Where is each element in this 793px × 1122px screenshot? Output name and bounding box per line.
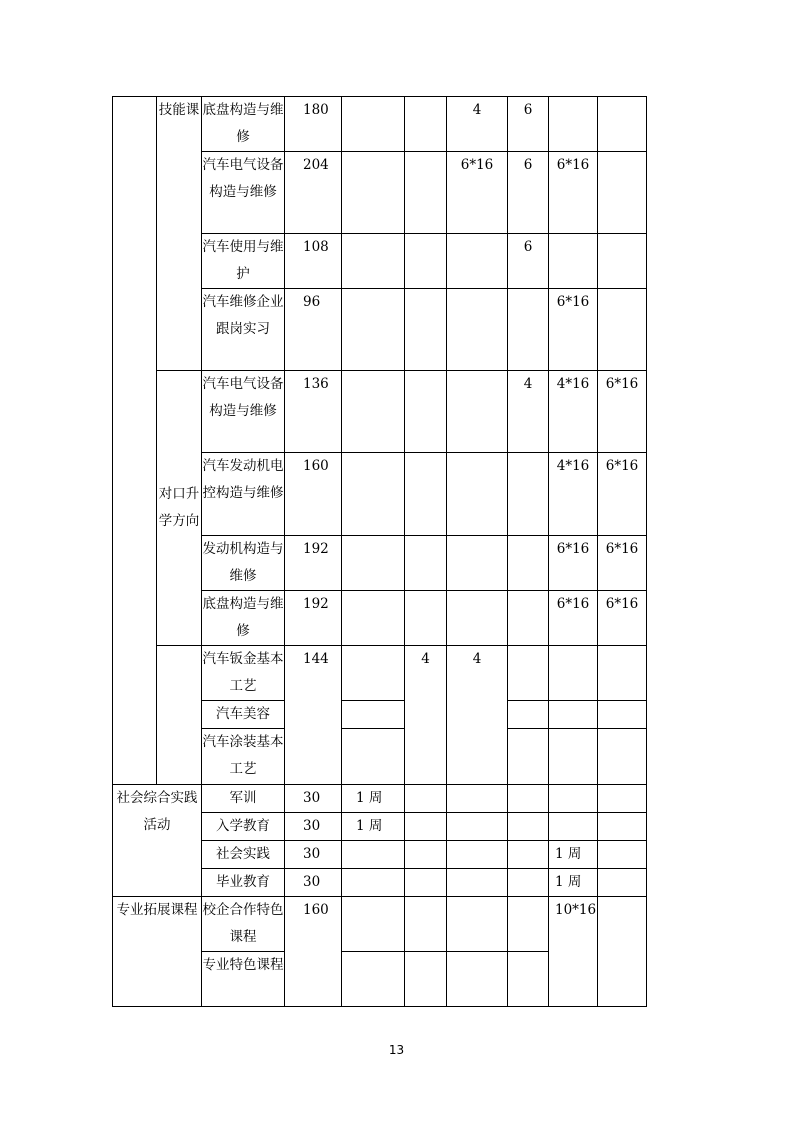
- semester-4-cell: 4: [508, 371, 549, 453]
- semester-6-cell: [598, 152, 647, 234]
- semester-5-cell: [549, 97, 598, 152]
- semester-2-cell: [405, 869, 447, 897]
- semester-2-cell: [405, 536, 447, 591]
- semester-1-cell: [342, 591, 405, 646]
- semester-2-cell: [405, 234, 447, 289]
- course-name-cell: 发动机构造与维修: [202, 536, 285, 591]
- semester-6-cell: [598, 841, 647, 869]
- category-cell: 专业拓展课程: [113, 897, 202, 1007]
- semester-1-cell: [342, 234, 405, 289]
- semester-2-cell: [405, 952, 447, 1007]
- semester-3-cell: [447, 536, 508, 591]
- semester-3-cell: [447, 453, 508, 536]
- course-name-cell: 汽车美容: [202, 701, 285, 729]
- semester-4-cell: [508, 897, 549, 952]
- semester-6-cell: 6*16: [598, 371, 647, 453]
- course-name-cell: 汽车发动机电控构造与维修: [202, 453, 285, 536]
- semester-4-cell: [508, 289, 549, 371]
- hours-cell: 96: [285, 289, 342, 371]
- semester-1-cell: [342, 897, 405, 952]
- semester-3-cell: [447, 289, 508, 371]
- semester-4-cell: [508, 813, 549, 841]
- semester-2-cell: [405, 453, 447, 536]
- semester-6-cell: 6*16: [598, 536, 647, 591]
- hours-cell: 108: [285, 234, 342, 289]
- semester-2-cell: [405, 813, 447, 841]
- hours-cell: 30: [285, 841, 342, 869]
- semester-6-cell: [598, 813, 647, 841]
- hours-cell: 204: [285, 152, 342, 234]
- course-name-cell: 汽车涂装基本工艺: [202, 729, 285, 785]
- semester-3-cell: [447, 841, 508, 869]
- hours-cell: 180: [285, 97, 342, 152]
- semester-5-cell: [549, 785, 598, 813]
- semester-5-cell: 6*16: [549, 152, 598, 234]
- semester-6-cell: [598, 897, 647, 1007]
- hours-cell: 144: [285, 646, 342, 785]
- semester-3-cell: [447, 952, 508, 1007]
- semester-5-cell: 6*16: [549, 289, 598, 371]
- semester-5-cell: 6*16: [549, 536, 598, 591]
- semester-3-cell: [447, 785, 508, 813]
- semester-1-cell: [342, 152, 405, 234]
- semester-5-cell: [549, 813, 598, 841]
- course-name-cell: 底盘构造与维修: [202, 97, 285, 152]
- semester-2-cell: [405, 785, 447, 813]
- semester-4-cell: 6: [508, 234, 549, 289]
- semester-1-cell: [342, 646, 405, 701]
- semester-3-cell: [447, 371, 508, 453]
- semester-4-cell: [508, 646, 549, 701]
- semester-2-cell: [405, 152, 447, 234]
- subcategory-cell: 技能课: [157, 97, 202, 371]
- semester-4-cell: [508, 536, 549, 591]
- semester-6-cell: [598, 785, 647, 813]
- semester-3-cell: [447, 897, 508, 952]
- category-cell: 社会综合实践活动: [113, 785, 202, 897]
- semester-3-cell: 4: [447, 97, 508, 152]
- hours-cell: 192: [285, 536, 342, 591]
- semester-4-cell: [508, 841, 549, 869]
- semester-1-cell: 1 周: [342, 785, 405, 813]
- semester-2-cell: [405, 289, 447, 371]
- semester-1-cell: [342, 97, 405, 152]
- semester-1-cell: [342, 536, 405, 591]
- semester-5-cell: 6*16: [549, 591, 598, 646]
- hours-cell: 160: [285, 897, 342, 1007]
- hours-cell: 160: [285, 453, 342, 536]
- semester-1-cell: [342, 289, 405, 371]
- course-name-cell: 社会实践: [202, 841, 285, 869]
- semester-5-cell: [549, 646, 598, 701]
- curriculum-table: [112, 96, 647, 1007]
- course-name-cell: 汽车钣金基本工艺: [202, 646, 285, 701]
- semester-5-cell: [549, 701, 598, 729]
- subcategory-cell-blank: [157, 646, 202, 785]
- semester-5-cell: 1 周: [549, 869, 598, 897]
- hours-cell: 136: [285, 371, 342, 453]
- semester-3-cell: [447, 234, 508, 289]
- semester-6-cell: [598, 729, 647, 785]
- course-name-cell: 汽车使用与维护: [202, 234, 285, 289]
- semester-1-cell: 1 周: [342, 813, 405, 841]
- course-name-cell: 汽车电气设备构造与维修: [202, 152, 285, 234]
- semester-5-cell: 4*16: [549, 453, 598, 536]
- hours-cell: 192: [285, 591, 342, 646]
- semester-3-cell: 4: [447, 646, 508, 785]
- semester-6-cell: [598, 701, 647, 729]
- semester-3-cell: [447, 869, 508, 897]
- semester-6-cell: [598, 289, 647, 371]
- course-name-cell: 专业特色课程: [202, 952, 285, 1007]
- hours-cell: 30: [285, 813, 342, 841]
- semester-4-cell: [508, 453, 549, 536]
- subcategory-cell: 对口升学方向: [157, 371, 202, 646]
- semester-2-cell: 4: [405, 646, 447, 785]
- semester-4-cell: [508, 785, 549, 813]
- semester-1-cell: [342, 841, 405, 869]
- semester-2-cell: [405, 591, 447, 646]
- semester-4-cell: [508, 952, 549, 1007]
- course-name-cell: 军训: [202, 785, 285, 813]
- course-name-cell: 入学教育: [202, 813, 285, 841]
- semester-2-cell: [405, 97, 447, 152]
- semester-1-cell: [342, 453, 405, 536]
- semester-5-cell: 4*16: [549, 371, 598, 453]
- course-name-cell: 校企合作特色课程: [202, 897, 285, 952]
- course-name-cell: 底盘构造与维修: [202, 591, 285, 646]
- semester-6-cell: [598, 869, 647, 897]
- semester-1-cell: [342, 371, 405, 453]
- semester-3-cell: [447, 813, 508, 841]
- page-number: 13: [388, 1043, 405, 1057]
- semester-4-cell: [508, 869, 549, 897]
- semester-1-cell: [342, 952, 405, 1007]
- semester-5-cell: [549, 729, 598, 785]
- semester-5-cell: 1 周: [549, 841, 598, 869]
- semester-6-cell: [598, 234, 647, 289]
- course-name-cell: 汽车电气设备构造与维修: [202, 371, 285, 453]
- semester-4-cell: [508, 591, 549, 646]
- semester-1-cell: [342, 701, 405, 729]
- semester-3-cell: [447, 591, 508, 646]
- semester-1-cell: [342, 729, 405, 785]
- course-name-cell: 汽车维修企业跟岗实习: [202, 289, 285, 371]
- category-cell-blank: [113, 97, 157, 785]
- hours-cell: 30: [285, 785, 342, 813]
- semester-6-cell: [598, 97, 647, 152]
- semester-2-cell: [405, 841, 447, 869]
- hours-cell: 30: [285, 869, 342, 897]
- course-name-cell: 毕业教育: [202, 869, 285, 897]
- semester-5-cell: [549, 234, 598, 289]
- semester-4-cell: [508, 729, 549, 785]
- semester-2-cell: [405, 371, 447, 453]
- semester-4-cell: [508, 701, 549, 729]
- semester-4-cell: 6: [508, 97, 549, 152]
- semester-2-cell: [405, 897, 447, 952]
- semester-6-cell: 6*16: [598, 453, 647, 536]
- semester-1-cell: [342, 869, 405, 897]
- semester-6-cell: [598, 646, 647, 701]
- semester-6-cell: 6*16: [598, 591, 647, 646]
- semester-5-cell: 10*16: [549, 897, 598, 1007]
- semester-4-cell: 6: [508, 152, 549, 234]
- semester-3-cell: 6*16: [447, 152, 508, 234]
